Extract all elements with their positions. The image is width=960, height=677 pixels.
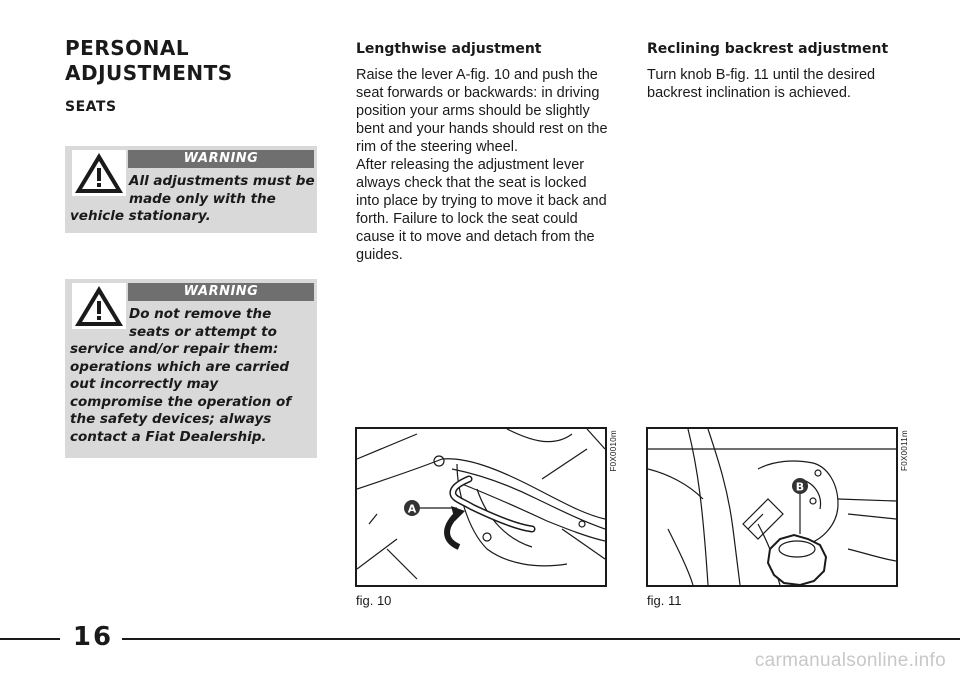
figure-11: [646, 427, 898, 587]
warning-header: WARNING: [128, 150, 314, 168]
callout-b: B: [795, 480, 805, 494]
warning-text-start: All adjustments must be made only with the: [129, 173, 315, 207]
reclining-body: [647, 66, 899, 102]
warning-text-start: Do not remove the seats or attempt to: [129, 306, 277, 340]
lengthwise-heading: Lengthwise adjustment: [356, 41, 542, 57]
watermark: carmanualsonline.info: [754, 650, 946, 671]
lengthwise-body: [356, 66, 608, 264]
page-title: PERSONAL ADJUSTMENTS: [65, 36, 233, 85]
lengthwise-paragraph: After releasing the adjustment lever always check that the seat is locked into place by trying to move it back and forth. Failure to lock the seat could cause it to move and detach from the guides.: [356, 157, 607, 263]
figure-10: [355, 427, 607, 587]
warning-header: WARNING: [128, 283, 314, 301]
seat-lever-illustration-icon: [357, 429, 605, 585]
warning-triangle-icon: [72, 283, 126, 329]
page-number: 16: [72, 622, 114, 652]
warning-box-stationary: [65, 146, 317, 233]
footer-rule: [0, 638, 60, 640]
warning-text-continued: vehicle stationary.: [70, 208, 211, 224]
warning-text-continued: service and/or repair them: operations which are carried out incorrectly may compromise the operation of the safety devices; always contact a Fiat Dealership.: [70, 341, 292, 445]
backrest-knob-illustration-icon: [648, 429, 896, 585]
figure-caption: fig. 11: [647, 593, 682, 608]
reclining-paragraph: Turn knob B-fig. 11 until the desired backrest inclination is achieved.: [647, 67, 876, 101]
footer-rule: [122, 638, 960, 640]
figure-caption: fig. 10: [356, 593, 392, 608]
subsection-title: SEATS: [65, 99, 117, 115]
figure-code: F0X0010m: [609, 430, 618, 472]
warning-box-seat-removal: [65, 279, 317, 458]
reclining-heading: Reclining backrest adjustment: [647, 41, 889, 57]
figure-code: F0X0011m: [900, 430, 909, 471]
callout-a: A: [407, 502, 417, 516]
warning-triangle-icon: [72, 150, 126, 196]
lengthwise-paragraph: Raise the lever A-fig. 10 and push the seat forwards or backwards: in driving position your arms should be slightly bent and your hands should rest on the rim of the steering wheel.: [356, 67, 608, 155]
